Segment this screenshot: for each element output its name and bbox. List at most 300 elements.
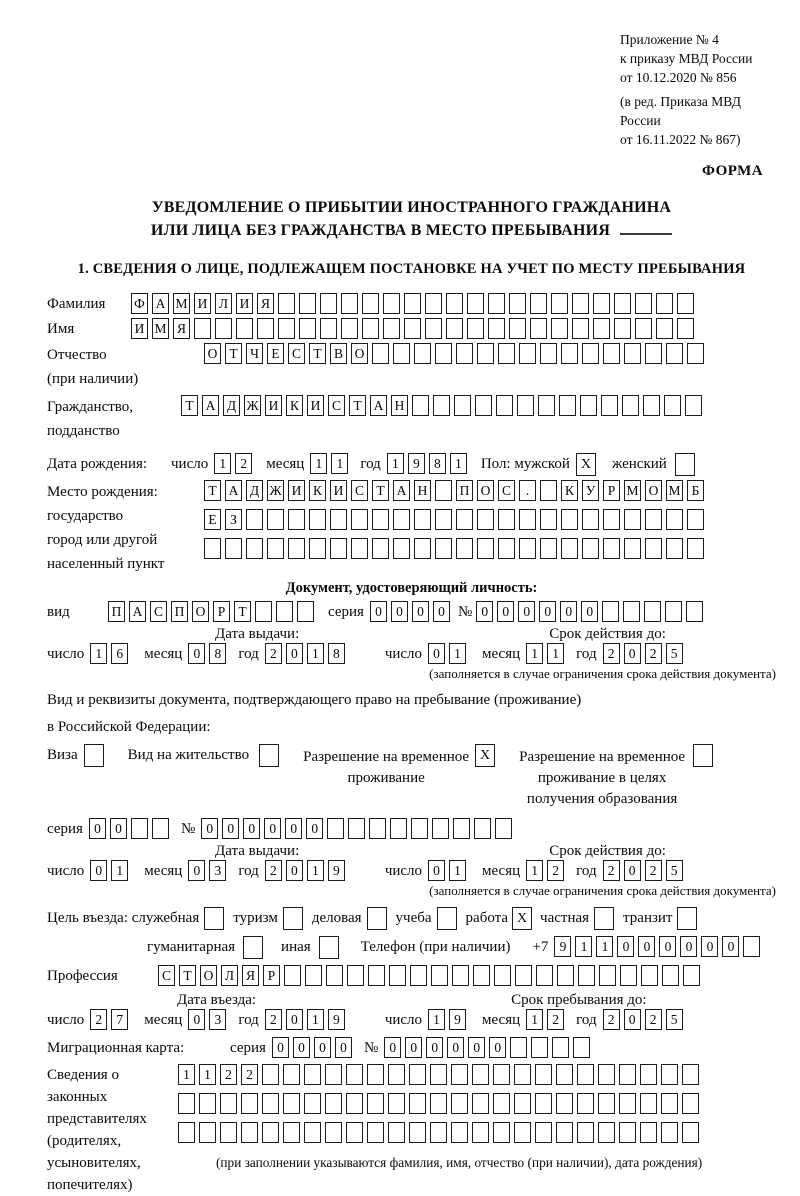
- char-cell[interactable]: 2: [645, 643, 662, 664]
- char-cell[interactable]: 0: [188, 860, 205, 881]
- char-cell[interactable]: [152, 818, 169, 839]
- char-cell[interactable]: К: [286, 395, 303, 416]
- char-cell[interactable]: [432, 818, 449, 839]
- char-cell[interactable]: М: [152, 318, 169, 339]
- char-cell[interactable]: [409, 1093, 426, 1114]
- char-cell[interactable]: [220, 1093, 237, 1114]
- char-cell[interactable]: [614, 293, 631, 314]
- char-cell[interactable]: 2: [235, 453, 252, 474]
- char-cell[interactable]: 2: [645, 1009, 662, 1030]
- char-cell[interactable]: [561, 538, 578, 559]
- char-cell[interactable]: [509, 293, 526, 314]
- char-cell[interactable]: [635, 318, 652, 339]
- char-cell[interactable]: [472, 1064, 489, 1085]
- char-cell[interactable]: 2: [645, 860, 662, 881]
- char-cell[interactable]: [535, 1064, 552, 1085]
- char-cell[interactable]: [496, 395, 513, 416]
- char-cell[interactable]: [276, 601, 293, 622]
- char-cell[interactable]: 1: [450, 453, 467, 474]
- char-cell[interactable]: [665, 601, 682, 622]
- char-cell[interactable]: [346, 1093, 363, 1114]
- char-cell[interactable]: [582, 538, 599, 559]
- char-cell[interactable]: [351, 509, 368, 530]
- char-cell[interactable]: [262, 1093, 279, 1114]
- char-cell[interactable]: 0: [468, 1037, 485, 1058]
- char-cell[interactable]: [297, 601, 314, 622]
- char-cell[interactable]: Л: [221, 965, 238, 986]
- char-cell[interactable]: [623, 601, 640, 622]
- char-cell[interactable]: [262, 1064, 279, 1085]
- char-cell[interactable]: [304, 1093, 321, 1114]
- char-cell[interactable]: [645, 343, 662, 364]
- char-cell[interactable]: [580, 395, 597, 416]
- char-cell[interactable]: [687, 509, 704, 530]
- char-cell[interactable]: [530, 293, 547, 314]
- char-cell[interactable]: [598, 1093, 615, 1114]
- char-cell[interactable]: [551, 318, 568, 339]
- char-cell[interactable]: [362, 318, 379, 339]
- char-cell[interactable]: 0: [659, 936, 676, 957]
- char-cell[interactable]: 1: [178, 1064, 195, 1085]
- char-cell[interactable]: 2: [265, 860, 282, 881]
- char-cell[interactable]: [687, 538, 704, 559]
- checkbox[interactable]: [243, 936, 263, 959]
- char-cell[interactable]: 6: [111, 643, 128, 664]
- char-cell[interactable]: 0: [222, 818, 239, 839]
- char-cell[interactable]: 1: [307, 1009, 324, 1030]
- char-cell[interactable]: [603, 538, 620, 559]
- char-cell[interactable]: [538, 395, 555, 416]
- char-cell[interactable]: [645, 509, 662, 530]
- char-cell[interactable]: И: [307, 395, 324, 416]
- char-cell[interactable]: [509, 318, 526, 339]
- char-cell[interactable]: [446, 318, 463, 339]
- char-cell[interactable]: К: [309, 480, 326, 501]
- char-cell[interactable]: 0: [428, 643, 445, 664]
- char-cell[interactable]: [572, 318, 589, 339]
- char-cell[interactable]: 0: [581, 601, 598, 622]
- char-cell[interactable]: 0: [391, 601, 408, 622]
- char-cell[interactable]: Б: [687, 480, 704, 501]
- char-cell[interactable]: [348, 818, 365, 839]
- char-cell[interactable]: [603, 509, 620, 530]
- char-cell[interactable]: О: [645, 480, 662, 501]
- char-cell[interactable]: [372, 509, 389, 530]
- char-cell[interactable]: [666, 538, 683, 559]
- char-cell[interactable]: [687, 343, 704, 364]
- char-cell[interactable]: [561, 509, 578, 530]
- char-cell[interactable]: [573, 1037, 590, 1058]
- char-cell[interactable]: [414, 343, 431, 364]
- char-cell[interactable]: [241, 1122, 258, 1143]
- char-cell[interactable]: Ч: [246, 343, 263, 364]
- char-cell[interactable]: [325, 1064, 342, 1085]
- char-cell[interactable]: И: [236, 293, 253, 314]
- char-cell[interactable]: [241, 1093, 258, 1114]
- char-cell[interactable]: [598, 1064, 615, 1085]
- char-cell[interactable]: [435, 538, 452, 559]
- char-cell[interactable]: [204, 538, 221, 559]
- char-cell[interactable]: 1: [547, 643, 564, 664]
- char-cell[interactable]: 0: [314, 1037, 331, 1058]
- char-cell[interactable]: [682, 1064, 699, 1085]
- char-cell[interactable]: [446, 293, 463, 314]
- char-cell[interactable]: [578, 965, 595, 986]
- char-cell[interactable]: .: [519, 480, 536, 501]
- char-cell[interactable]: [593, 293, 610, 314]
- char-cell[interactable]: О: [351, 343, 368, 364]
- char-cell[interactable]: 0: [701, 936, 718, 957]
- char-cell[interactable]: 1: [90, 643, 107, 664]
- char-cell[interactable]: 0: [428, 860, 445, 881]
- char-cell[interactable]: [220, 1122, 237, 1143]
- char-cell[interactable]: [540, 343, 557, 364]
- char-cell[interactable]: [515, 965, 532, 986]
- char-cell[interactable]: [662, 965, 679, 986]
- char-cell[interactable]: [412, 395, 429, 416]
- char-cell[interactable]: 9: [449, 1009, 466, 1030]
- char-cell[interactable]: [535, 1093, 552, 1114]
- char-cell[interactable]: [309, 538, 326, 559]
- char-cell[interactable]: [435, 480, 452, 501]
- char-cell[interactable]: [556, 1122, 573, 1143]
- char-cell[interactable]: [305, 965, 322, 986]
- char-cell[interactable]: [236, 318, 253, 339]
- char-cell[interactable]: 1: [575, 936, 592, 957]
- char-cell[interactable]: Т: [309, 343, 326, 364]
- char-cell[interactable]: Я: [242, 965, 259, 986]
- char-cell[interactable]: Р: [213, 601, 230, 622]
- char-cell[interactable]: [514, 1093, 531, 1114]
- char-cell[interactable]: 1: [111, 860, 128, 881]
- char-cell[interactable]: 8: [429, 453, 446, 474]
- char-cell[interactable]: Д: [246, 480, 263, 501]
- char-cell[interactable]: [283, 1064, 300, 1085]
- char-cell[interactable]: 1: [387, 453, 404, 474]
- char-cell[interactable]: Н: [391, 395, 408, 416]
- char-cell[interactable]: 0: [539, 601, 556, 622]
- char-cell[interactable]: [493, 1064, 510, 1085]
- char-cell[interactable]: [552, 1037, 569, 1058]
- char-cell[interactable]: [284, 965, 301, 986]
- char-cell[interactable]: [622, 395, 639, 416]
- char-cell[interactable]: [425, 293, 442, 314]
- char-cell[interactable]: [624, 538, 641, 559]
- char-cell[interactable]: Д: [223, 395, 240, 416]
- char-cell[interactable]: [474, 818, 491, 839]
- char-cell[interactable]: 9: [408, 453, 425, 474]
- char-cell[interactable]: 0: [110, 818, 127, 839]
- char-cell[interactable]: О: [192, 601, 209, 622]
- char-cell[interactable]: 0: [264, 818, 281, 839]
- char-cell[interactable]: [619, 1122, 636, 1143]
- char-cell[interactable]: Т: [204, 480, 221, 501]
- char-cell[interactable]: 0: [617, 936, 634, 957]
- char-cell[interactable]: 1: [526, 1009, 543, 1030]
- char-cell[interactable]: [389, 965, 406, 986]
- char-cell[interactable]: [393, 509, 410, 530]
- char-cell[interactable]: [656, 318, 673, 339]
- char-cell[interactable]: [598, 1122, 615, 1143]
- char-cell[interactable]: О: [200, 965, 217, 986]
- char-cell[interactable]: 1: [428, 1009, 445, 1030]
- char-cell[interactable]: М: [173, 293, 190, 314]
- char-cell[interactable]: Ф: [131, 293, 148, 314]
- checkbox[interactable]: [204, 907, 224, 930]
- char-cell[interactable]: [488, 293, 505, 314]
- char-cell[interactable]: Т: [179, 965, 196, 986]
- char-cell[interactable]: [494, 965, 511, 986]
- char-cell[interactable]: [267, 538, 284, 559]
- char-cell[interactable]: 9: [554, 936, 571, 957]
- char-cell[interactable]: 2: [603, 1009, 620, 1030]
- char-cell[interactable]: [477, 538, 494, 559]
- char-cell[interactable]: П: [108, 601, 125, 622]
- checkbox[interactable]: [84, 744, 104, 767]
- char-cell[interactable]: Я: [257, 293, 274, 314]
- char-cell[interactable]: [495, 818, 512, 839]
- char-cell[interactable]: [346, 1122, 363, 1143]
- char-cell[interactable]: [409, 1122, 426, 1143]
- char-cell[interactable]: 0: [90, 860, 107, 881]
- char-cell[interactable]: [477, 343, 494, 364]
- char-cell[interactable]: [411, 818, 428, 839]
- checkbox[interactable]: [319, 936, 339, 959]
- char-cell[interactable]: [743, 936, 760, 957]
- char-cell[interactable]: [330, 509, 347, 530]
- char-cell[interactable]: И: [194, 293, 211, 314]
- char-cell[interactable]: [456, 538, 473, 559]
- char-cell[interactable]: В: [330, 343, 347, 364]
- char-cell[interactable]: С: [150, 601, 167, 622]
- char-cell[interactable]: У: [582, 480, 599, 501]
- char-cell[interactable]: 8: [209, 643, 226, 664]
- char-cell[interactable]: 0: [624, 643, 641, 664]
- char-cell[interactable]: 0: [293, 1037, 310, 1058]
- char-cell[interactable]: М: [624, 480, 641, 501]
- char-cell[interactable]: [661, 1064, 678, 1085]
- char-cell[interactable]: [383, 318, 400, 339]
- char-cell[interactable]: [369, 818, 386, 839]
- char-cell[interactable]: [215, 318, 232, 339]
- char-cell[interactable]: 3: [209, 1009, 226, 1030]
- char-cell[interactable]: И: [131, 318, 148, 339]
- char-cell[interactable]: [682, 1093, 699, 1114]
- char-cell[interactable]: 1: [526, 643, 543, 664]
- char-cell[interactable]: [556, 1093, 573, 1114]
- char-cell[interactable]: [656, 293, 673, 314]
- char-cell[interactable]: [278, 318, 295, 339]
- char-cell[interactable]: 0: [518, 601, 535, 622]
- char-cell[interactable]: 7: [111, 1009, 128, 1030]
- char-cell[interactable]: [388, 1093, 405, 1114]
- char-cell[interactable]: [304, 1064, 321, 1085]
- char-cell[interactable]: О: [204, 343, 221, 364]
- char-cell[interactable]: [326, 965, 343, 986]
- char-cell[interactable]: [620, 965, 637, 986]
- char-cell[interactable]: [536, 965, 553, 986]
- char-cell[interactable]: 0: [286, 643, 303, 664]
- char-cell[interactable]: 0: [286, 1009, 303, 1030]
- char-cell[interactable]: 1: [307, 860, 324, 881]
- char-cell[interactable]: 0: [426, 1037, 443, 1058]
- char-cell[interactable]: [246, 509, 263, 530]
- char-cell[interactable]: [498, 509, 515, 530]
- char-cell[interactable]: 0: [412, 601, 429, 622]
- char-cell[interactable]: Ж: [244, 395, 261, 416]
- char-cell[interactable]: 2: [265, 643, 282, 664]
- char-cell[interactable]: [390, 818, 407, 839]
- char-cell[interactable]: [556, 1064, 573, 1085]
- char-cell[interactable]: [519, 538, 536, 559]
- char-cell[interactable]: [582, 343, 599, 364]
- char-cell[interactable]: [431, 965, 448, 986]
- char-cell[interactable]: [624, 343, 641, 364]
- char-cell[interactable]: [467, 293, 484, 314]
- char-cell[interactable]: [682, 1122, 699, 1143]
- char-cell[interactable]: [330, 538, 347, 559]
- char-cell[interactable]: Т: [225, 343, 242, 364]
- char-cell[interactable]: [435, 343, 452, 364]
- char-cell[interactable]: 1: [310, 453, 327, 474]
- char-cell[interactable]: 0: [405, 1037, 422, 1058]
- char-cell[interactable]: [178, 1093, 195, 1114]
- char-cell[interactable]: 0: [89, 818, 106, 839]
- char-cell[interactable]: Е: [267, 343, 284, 364]
- char-cell[interactable]: [351, 538, 368, 559]
- char-cell[interactable]: [683, 965, 700, 986]
- char-cell[interactable]: З: [225, 509, 242, 530]
- char-cell[interactable]: [493, 1093, 510, 1114]
- char-cell[interactable]: [614, 318, 631, 339]
- char-cell[interactable]: [640, 1093, 657, 1114]
- char-cell[interactable]: [433, 395, 450, 416]
- char-cell[interactable]: Н: [414, 480, 431, 501]
- char-cell[interactable]: [304, 1122, 321, 1143]
- char-cell[interactable]: [467, 318, 484, 339]
- char-cell[interactable]: [257, 318, 274, 339]
- char-cell[interactable]: [640, 1122, 657, 1143]
- char-cell[interactable]: [367, 1093, 384, 1114]
- char-cell[interactable]: [367, 1122, 384, 1143]
- char-cell[interactable]: [686, 601, 703, 622]
- char-cell[interactable]: [488, 318, 505, 339]
- char-cell[interactable]: [451, 1064, 468, 1085]
- char-cell[interactable]: А: [393, 480, 410, 501]
- checkbox[interactable]: [675, 453, 695, 476]
- char-cell[interactable]: [372, 538, 389, 559]
- checkbox[interactable]: [437, 907, 457, 930]
- char-cell[interactable]: 0: [370, 601, 387, 622]
- char-cell[interactable]: [666, 509, 683, 530]
- char-cell[interactable]: [288, 509, 305, 530]
- char-cell[interactable]: [664, 395, 681, 416]
- char-cell[interactable]: [661, 1093, 678, 1114]
- char-cell[interactable]: [283, 1093, 300, 1114]
- char-cell[interactable]: [477, 509, 494, 530]
- char-cell[interactable]: 5: [666, 1009, 683, 1030]
- char-cell[interactable]: [619, 1064, 636, 1085]
- char-cell[interactable]: [577, 1122, 594, 1143]
- char-cell[interactable]: Т: [349, 395, 366, 416]
- char-cell[interactable]: [582, 509, 599, 530]
- char-cell[interactable]: П: [456, 480, 473, 501]
- char-cell[interactable]: 9: [328, 1009, 345, 1030]
- char-cell[interactable]: 0: [722, 936, 739, 957]
- char-cell[interactable]: О: [477, 480, 494, 501]
- char-cell[interactable]: [383, 293, 400, 314]
- char-cell[interactable]: 0: [497, 601, 514, 622]
- char-cell[interactable]: [661, 1122, 678, 1143]
- char-cell[interactable]: [346, 1064, 363, 1085]
- char-cell[interactable]: [278, 293, 295, 314]
- char-cell[interactable]: 2: [547, 1009, 564, 1030]
- char-cell[interactable]: [593, 318, 610, 339]
- char-cell[interactable]: С: [498, 480, 515, 501]
- char-cell[interactable]: [561, 343, 578, 364]
- checkbox[interactable]: X: [475, 744, 495, 767]
- char-cell[interactable]: [414, 509, 431, 530]
- char-cell[interactable]: [540, 480, 557, 501]
- char-cell[interactable]: [559, 395, 576, 416]
- char-cell[interactable]: [519, 509, 536, 530]
- char-cell[interactable]: 8: [328, 643, 345, 664]
- char-cell[interactable]: [451, 1093, 468, 1114]
- char-cell[interactable]: И: [288, 480, 305, 501]
- char-cell[interactable]: [472, 1093, 489, 1114]
- char-cell[interactable]: [456, 509, 473, 530]
- char-cell[interactable]: [453, 818, 470, 839]
- char-cell[interactable]: [225, 538, 242, 559]
- char-cell[interactable]: [510, 1037, 527, 1058]
- char-cell[interactable]: 9: [328, 860, 345, 881]
- char-cell[interactable]: Р: [603, 480, 620, 501]
- char-cell[interactable]: С: [351, 480, 368, 501]
- char-cell[interactable]: 2: [220, 1064, 237, 1085]
- char-cell[interactable]: 1: [307, 643, 324, 664]
- char-cell[interactable]: [262, 1122, 279, 1143]
- char-cell[interactable]: [362, 293, 379, 314]
- char-cell[interactable]: Т: [181, 395, 198, 416]
- char-cell[interactable]: [644, 601, 661, 622]
- char-cell[interactable]: [404, 318, 421, 339]
- char-cell[interactable]: [267, 509, 284, 530]
- char-cell[interactable]: [514, 1064, 531, 1085]
- char-cell[interactable]: [347, 965, 364, 986]
- char-cell[interactable]: [677, 293, 694, 314]
- checkbox[interactable]: [259, 744, 279, 767]
- checkbox[interactable]: [283, 907, 303, 930]
- char-cell[interactable]: 0: [188, 1009, 205, 1030]
- checkbox[interactable]: X: [576, 453, 596, 476]
- char-cell[interactable]: [493, 1122, 510, 1143]
- char-cell[interactable]: [473, 965, 490, 986]
- char-cell[interactable]: [456, 343, 473, 364]
- char-cell[interactable]: С: [158, 965, 175, 986]
- checkbox[interactable]: [367, 907, 387, 930]
- char-cell[interactable]: [299, 293, 316, 314]
- char-cell[interactable]: [372, 343, 389, 364]
- char-cell[interactable]: [540, 509, 557, 530]
- char-cell[interactable]: [178, 1122, 195, 1143]
- char-cell[interactable]: С: [328, 395, 345, 416]
- char-cell[interactable]: [299, 318, 316, 339]
- char-cell[interactable]: А: [152, 293, 169, 314]
- char-cell[interactable]: Ж: [267, 480, 284, 501]
- char-cell[interactable]: 1: [449, 860, 466, 881]
- char-cell[interactable]: 1: [199, 1064, 216, 1085]
- char-cell[interactable]: [430, 1093, 447, 1114]
